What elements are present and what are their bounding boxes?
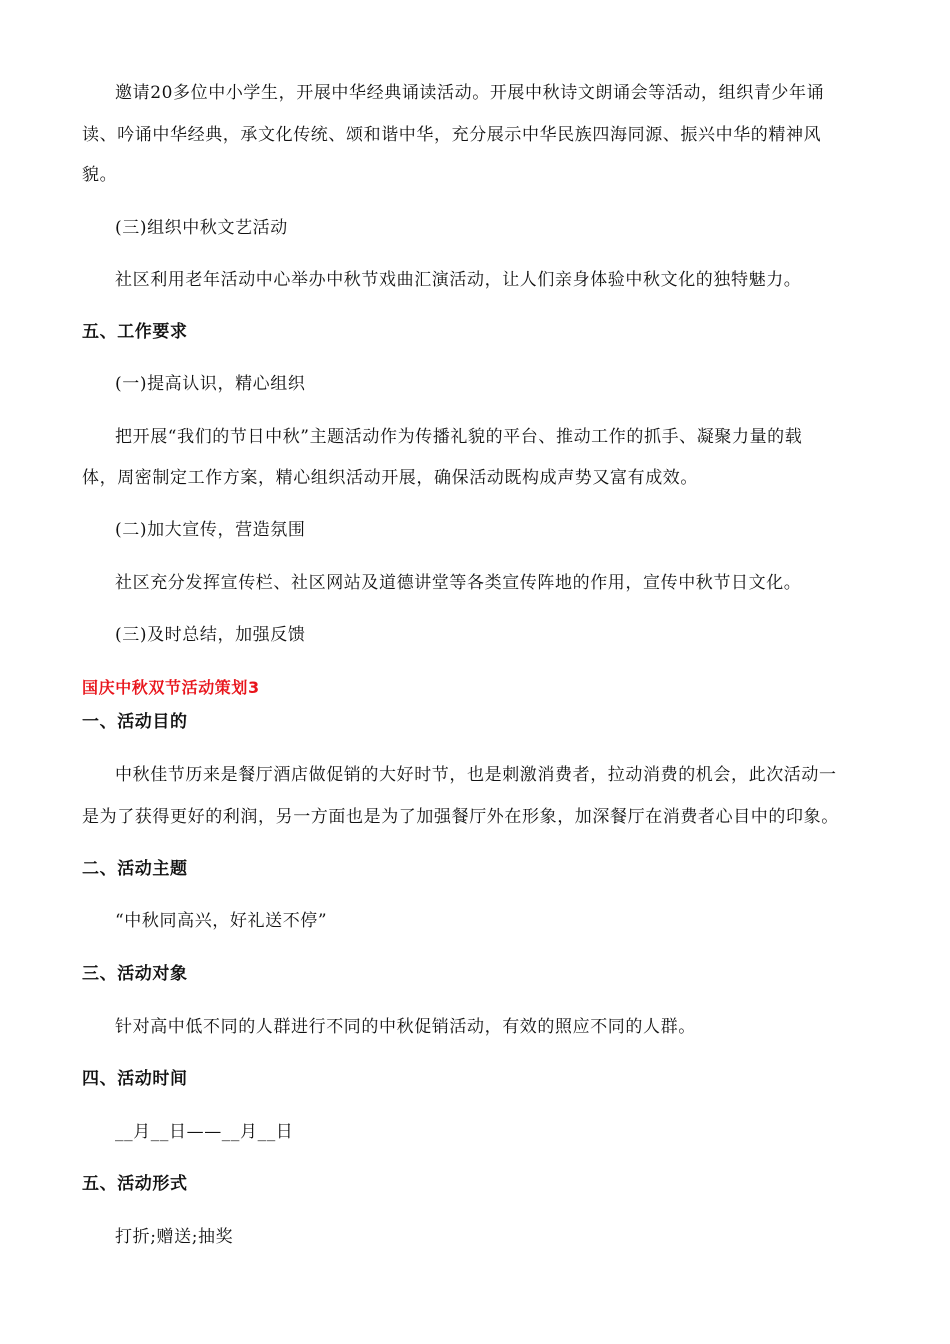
paragraph-line: “中秋同高兴，好礼送不停” [115, 911, 328, 931]
subheading: (三)及时总结，加强反馈 [115, 625, 306, 645]
subheading: (三)组织中秋文艺活动 [115, 218, 288, 238]
section-heading: 一、活动目的 [82, 712, 188, 732]
paragraph-line: 社区充分发挥宣传栏、社区网站及道德讲堂等各类宣传阵地的作用，宣传中秋节日文化。 [115, 573, 802, 593]
paragraph-line: 中秋佳节历来是餐厅酒店做促销的大好时节，也是刺激消费者，拉动消费的机会，此次活动一 [115, 765, 837, 785]
paragraph-line: 打折;赠送;抽奖 [115, 1227, 234, 1247]
paragraph-line: __月__日——__月__日 [115, 1122, 294, 1142]
paragraph-line: 是为了获得更好的利润，另一方面也是为了加强餐厅外在形象，加深餐厅在消费者心目中的印象。 [82, 807, 839, 827]
section-heading: 五、工作要求 [82, 322, 188, 342]
paragraph-line: 针对高中低不同的人群进行不同的中秋促销活动，有效的照应不同的人群。 [115, 1017, 696, 1037]
paragraph-line: 社区利用老年活动中心举办中秋节戏曲汇演活动，让人们亲身体验中秋文化的独特魅力。 [115, 270, 802, 290]
paragraph-line: 读、吟诵中华经典，承文化传统、颂和谐中华，充分展示中华民族四海同源、振兴中华的精神风 [82, 125, 822, 145]
paragraph-line: 貌。 [82, 165, 118, 185]
paragraph-line: 邀请20多位中小学生，开展中华经典诵读活动。开展中秋诗文朗诵会等活动，组织青少年诵 [115, 83, 825, 103]
section-title: 国庆中秋双节活动策划3 [82, 678, 260, 697]
section-heading: 五、活动形式 [82, 1174, 188, 1194]
paragraph-line: 把开展“我们的节日中秋”主题活动作为传播礼貌的平台、推动工作的抓手、凝聚力量的载 [115, 427, 803, 447]
subheading: (一)提高认识，精心组织 [115, 374, 306, 394]
paragraph-line: 体，周密制定工作方案，精心组织活动开展，确保活动既构成声势又富有成效。 [82, 468, 698, 488]
section-heading: 二、活动主题 [82, 859, 188, 879]
section-heading: 三、活动对象 [82, 964, 188, 984]
section-heading: 四、活动时间 [82, 1069, 188, 1089]
subheading: (二)加大宣传，营造氛围 [115, 520, 306, 540]
